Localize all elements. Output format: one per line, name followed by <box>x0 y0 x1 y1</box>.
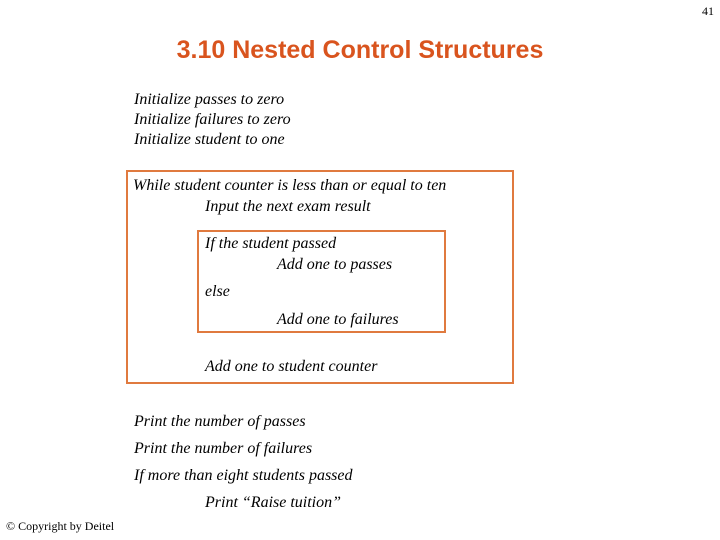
add-counter-line: Add one to student counter <box>205 358 378 375</box>
init-line-3: Initialize student to one <box>134 131 285 148</box>
init-line-1: Initialize passes to zero <box>134 91 285 108</box>
print-raise-line: Print “Raise tuition” <box>205 494 342 511</box>
print-passes-line: Print the number of passes <box>134 413 306 430</box>
page-number: 41 <box>702 4 714 18</box>
copyright-footer: © Copyright by Deitel <box>6 519 115 533</box>
print-failures-line: Print the number of failures <box>134 440 313 457</box>
add-fail-line: Add one to failures <box>277 311 399 328</box>
slide-title: 3.10 Nested Control Structures <box>176 36 544 64</box>
if-more-line: If more than eight students passed <box>134 467 353 484</box>
else-line: else <box>205 283 230 300</box>
add-pass-line: Add one to passes <box>277 256 393 273</box>
if-line: If the student passed <box>205 235 337 252</box>
while-line: While student counter is less than or equal to ten <box>133 177 447 194</box>
init-line-2: Initialize failures to zero <box>134 111 291 128</box>
input-line: Input the next exam result <box>205 198 371 215</box>
